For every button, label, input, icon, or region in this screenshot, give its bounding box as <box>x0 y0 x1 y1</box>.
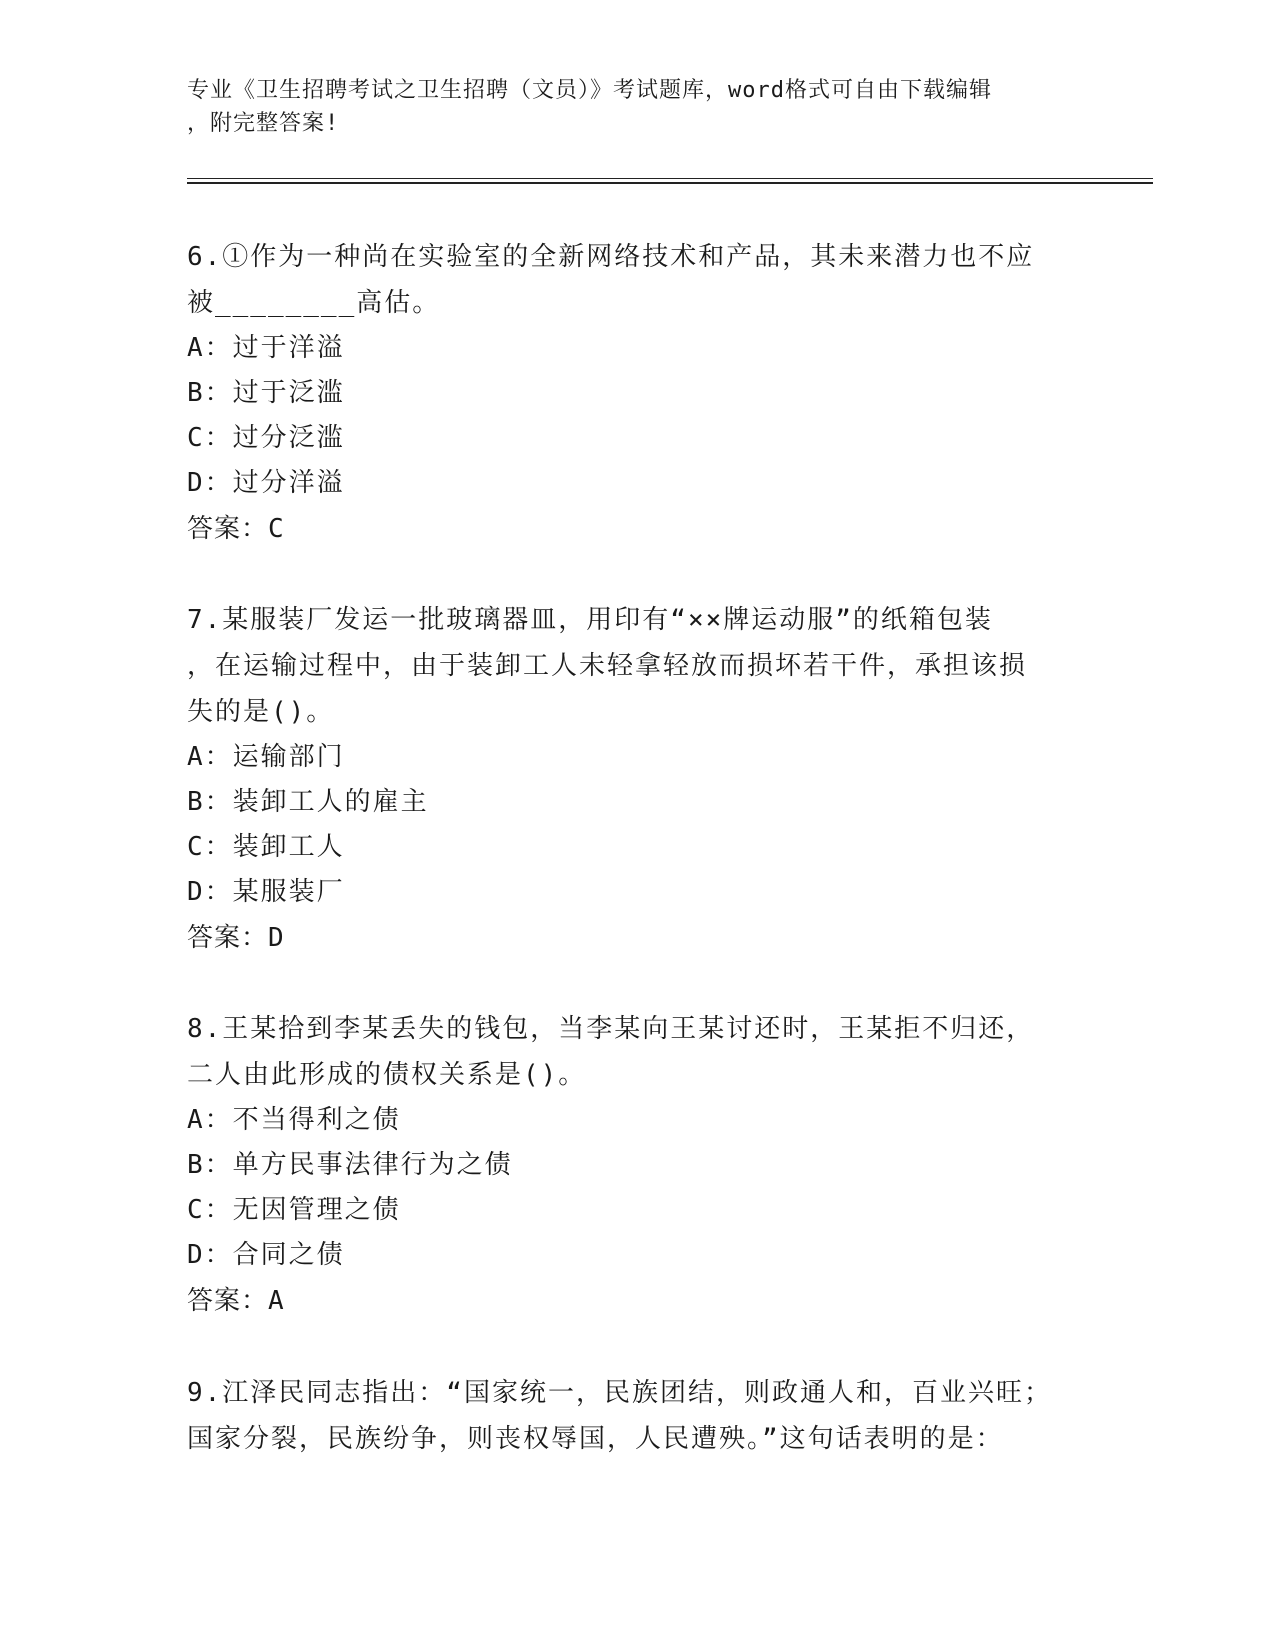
header-title-line1: 专业《卫生招聘考试之卫生招聘（文员）》考试题库，word格式可自由下载编辑 <box>187 78 992 103</box>
question-stem-line: 国家分裂，民族纷争，则丧权辱国，人民遭殃。”这句话表明的是： <box>187 1424 1004 1454</box>
question-9 <box>187 1370 1067 1462</box>
option-d: D：某服装厂 <box>187 877 345 907</box>
option-a: A：过于洋溢 <box>187 333 345 363</box>
option-b: B：单方民事法律行为之债 <box>187 1150 513 1180</box>
option-d: D：合同之债 <box>187 1240 345 1270</box>
question-stem-line: 6.①作为一种尚在实验室的全新网络技术和产品，其未来潜力也不应 <box>187 242 1035 272</box>
answer-value: A <box>268 1286 285 1316</box>
question-stem-line: ，在运输过程中，由于装卸工人未轻拿轻放而损坏若干件，承担该损 <box>187 651 1028 681</box>
document-header <box>187 74 1067 140</box>
question-stem-line: 被________高估。 <box>187 288 441 318</box>
question-8 <box>187 1006 1067 1324</box>
question-6 <box>187 234 1067 552</box>
answer-label: 答案： <box>187 514 269 544</box>
question-7 <box>187 597 1067 961</box>
question-stem-line: 9.江泽民同志指出：“国家统一，民族团结，则政通人和，百业兴旺； <box>187 1378 1052 1408</box>
answer-label: 答案： <box>187 923 269 953</box>
question-stem-line: 7.某服装厂发运一批玻璃器皿，用印有“××牌运动服”的纸箱包装 <box>187 605 993 635</box>
option-a: A：不当得利之债 <box>187 1105 401 1135</box>
answer-value: C <box>268 514 285 544</box>
option-c: C：无因管理之债 <box>187 1195 401 1225</box>
question-stem-line: 8.王某拾到李某丢失的钱包，当李某向王某讨还时，王某拒不归还， <box>187 1014 1035 1044</box>
answer-line <box>187 915 1067 961</box>
answer-label: 答案： <box>187 1286 269 1316</box>
option-c: C：过分泛滥 <box>187 423 345 453</box>
header-divider-thin <box>187 178 1153 179</box>
header-title-line2: ，附完整答案! <box>187 111 340 136</box>
option-a: A：运输部门 <box>187 742 345 772</box>
option-c: C：装卸工人 <box>187 832 345 862</box>
answer-line <box>187 1278 1067 1324</box>
answer-line <box>187 506 1067 552</box>
option-b: B：装卸工人的雇主 <box>187 787 429 817</box>
answer-value: D <box>268 923 285 953</box>
option-b: B：过于泛滥 <box>187 378 345 408</box>
question-stem-line: 二人由此形成的债权关系是()。 <box>187 1060 587 1090</box>
question-stem-line: 失的是()。 <box>187 697 335 727</box>
header-divider-thick <box>187 182 1153 184</box>
option-d: D：过分洋溢 <box>187 468 345 498</box>
